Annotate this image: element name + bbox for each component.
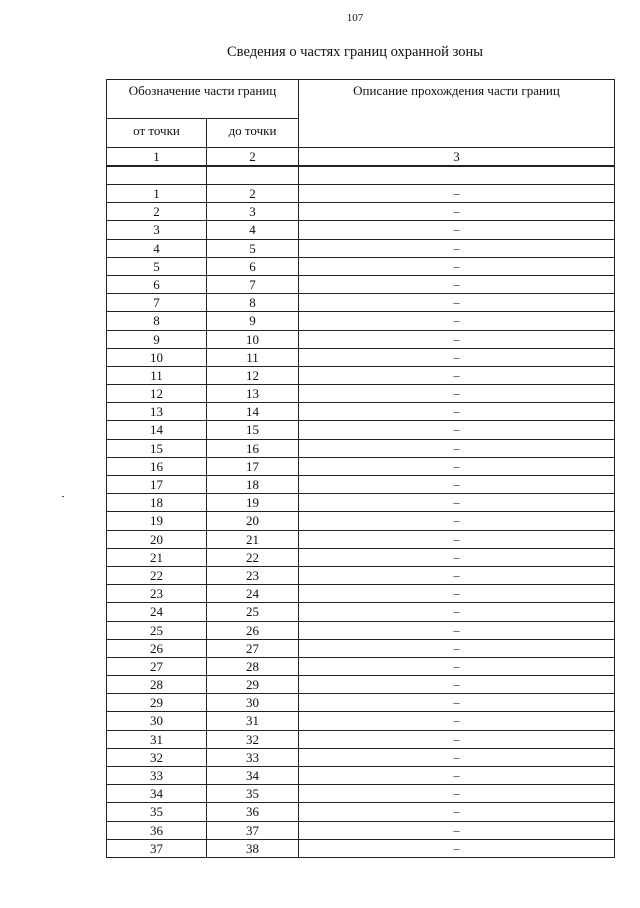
from-point-cell: 11 <box>107 366 207 384</box>
to-point-cell: 8 <box>207 294 299 312</box>
table-row <box>107 585 615 603</box>
to-point-cell: 16 <box>207 439 299 457</box>
table-row <box>107 366 615 384</box>
column-number-1: 1 <box>107 148 207 167</box>
table-row <box>107 457 615 475</box>
table-row <box>107 494 615 512</box>
description-cell: – <box>299 366 615 384</box>
description-cell: – <box>299 275 615 293</box>
to-point-cell: 5 <box>207 239 299 257</box>
from-point-cell: 23 <box>107 585 207 603</box>
page-title: Сведения о частях границ охранной зоны <box>227 44 483 60</box>
table-row <box>107 548 615 566</box>
from-point-cell: 26 <box>107 639 207 657</box>
table-row <box>107 257 615 275</box>
table-row <box>107 785 615 803</box>
table-row <box>107 312 615 330</box>
to-point-cell: 19 <box>207 494 299 512</box>
column-number-3: 3 <box>299 148 615 167</box>
table-row <box>107 821 615 839</box>
description-cell: – <box>299 330 615 348</box>
table-row <box>107 730 615 748</box>
to-point-cell: 25 <box>207 603 299 621</box>
from-point-cell: 36 <box>107 821 207 839</box>
spacer-cell <box>107 166 207 185</box>
from-point-cell: 25 <box>107 621 207 639</box>
to-point-cell: 13 <box>207 385 299 403</box>
to-point-cell: 17 <box>207 457 299 475</box>
to-point-cell: 34 <box>207 767 299 785</box>
from-point-cell: 20 <box>107 530 207 548</box>
spacer-cell <box>299 166 615 185</box>
table-row <box>107 203 615 221</box>
scan-speck <box>62 496 64 497</box>
from-point-cell: 31 <box>107 730 207 748</box>
from-point-cell: 35 <box>107 803 207 821</box>
to-point-cell: 23 <box>207 566 299 584</box>
from-point-cell: 2 <box>107 203 207 221</box>
to-point-cell: 14 <box>207 403 299 421</box>
to-point-cell: 37 <box>207 821 299 839</box>
from-point-cell: 16 <box>107 457 207 475</box>
to-point-cell: 28 <box>207 657 299 675</box>
to-point-cell: 26 <box>207 621 299 639</box>
table-row <box>107 330 615 348</box>
table-row <box>107 439 615 457</box>
header-boundary-part-description: Описание прохождения части границ <box>299 80 615 148</box>
description-cell: – <box>299 312 615 330</box>
from-point-cell: 22 <box>107 566 207 584</box>
table-row <box>107 239 615 257</box>
from-point-cell: 24 <box>107 603 207 621</box>
from-point-cell: 4 <box>107 239 207 257</box>
table-body <box>107 148 615 858</box>
to-point-cell: 31 <box>207 712 299 730</box>
to-point-cell: 6 <box>207 257 299 275</box>
table-row <box>107 185 615 203</box>
description-cell: – <box>299 712 615 730</box>
description-cell: – <box>299 694 615 712</box>
to-point-cell: 32 <box>207 730 299 748</box>
to-point-cell: 38 <box>207 839 299 857</box>
to-point-cell: 21 <box>207 530 299 548</box>
to-point-cell: 33 <box>207 748 299 766</box>
table-row <box>107 421 615 439</box>
spacer-cell <box>207 166 299 185</box>
from-point-cell: 8 <box>107 312 207 330</box>
description-cell: – <box>299 348 615 366</box>
from-point-cell: 1 <box>107 185 207 203</box>
description-cell: – <box>299 512 615 530</box>
from-point-cell: 6 <box>107 275 207 293</box>
description-cell: – <box>299 439 615 457</box>
description-cell: – <box>299 566 615 584</box>
description-cell: – <box>299 676 615 694</box>
to-point-cell: 9 <box>207 312 299 330</box>
description-cell: – <box>299 294 615 312</box>
description-cell: – <box>299 621 615 639</box>
to-point-cell: 29 <box>207 676 299 694</box>
description-cell: – <box>299 785 615 803</box>
from-point-cell: 29 <box>107 694 207 712</box>
description-cell: – <box>299 403 615 421</box>
to-point-cell: 18 <box>207 476 299 494</box>
description-cell: – <box>299 657 615 675</box>
from-point-cell: 15 <box>107 439 207 457</box>
to-point-cell: 20 <box>207 512 299 530</box>
to-point-cell: 22 <box>207 548 299 566</box>
table-row <box>107 476 615 494</box>
column-number-row <box>107 148 615 167</box>
from-point-cell: 34 <box>107 785 207 803</box>
description-cell: – <box>299 767 615 785</box>
table-row <box>107 512 615 530</box>
to-point-cell: 35 <box>207 785 299 803</box>
description-cell: – <box>299 839 615 857</box>
header-boundary-part-designation: Обозначение части границ <box>107 80 299 119</box>
description-cell: – <box>299 385 615 403</box>
table-row <box>107 275 615 293</box>
table-row <box>107 712 615 730</box>
description-cell: – <box>299 639 615 657</box>
spacer-row <box>107 166 615 185</box>
from-point-cell: 30 <box>107 712 207 730</box>
from-point-cell: 9 <box>107 330 207 348</box>
table-row <box>107 566 615 584</box>
from-point-cell: 19 <box>107 512 207 530</box>
from-point-cell: 7 <box>107 294 207 312</box>
to-point-cell: 2 <box>207 185 299 203</box>
description-cell: – <box>299 530 615 548</box>
table-row <box>107 639 615 657</box>
table-row <box>107 839 615 857</box>
from-point-cell: 32 <box>107 748 207 766</box>
to-point-cell: 7 <box>207 275 299 293</box>
table-row <box>107 530 615 548</box>
table-row <box>107 803 615 821</box>
from-point-cell: 21 <box>107 548 207 566</box>
from-point-cell: 37 <box>107 839 207 857</box>
from-point-cell: 3 <box>107 221 207 239</box>
table-row <box>107 694 615 712</box>
table-row <box>107 403 615 421</box>
from-point-cell: 5 <box>107 257 207 275</box>
page-number: 107 <box>346 12 364 24</box>
from-point-cell: 33 <box>107 767 207 785</box>
description-cell: – <box>299 730 615 748</box>
from-point-cell: 13 <box>107 403 207 421</box>
description-cell: – <box>299 821 615 839</box>
column-number-2: 2 <box>207 148 299 167</box>
to-point-cell: 24 <box>207 585 299 603</box>
table-row <box>107 621 615 639</box>
to-point-cell: 4 <box>207 221 299 239</box>
description-cell: – <box>299 185 615 203</box>
table-row <box>107 221 615 239</box>
description-cell: – <box>299 494 615 512</box>
header-from-point: от точки <box>107 119 207 148</box>
description-cell: – <box>299 476 615 494</box>
table-row <box>107 657 615 675</box>
description-cell: – <box>299 548 615 566</box>
description-cell: – <box>299 748 615 766</box>
from-point-cell: 27 <box>107 657 207 675</box>
table-row <box>107 385 615 403</box>
from-point-cell: 14 <box>107 421 207 439</box>
from-point-cell: 28 <box>107 676 207 694</box>
from-point-cell: 18 <box>107 494 207 512</box>
from-point-cell: 10 <box>107 348 207 366</box>
description-cell: – <box>299 221 615 239</box>
to-point-cell: 36 <box>207 803 299 821</box>
to-point-cell: 3 <box>207 203 299 221</box>
description-cell: – <box>299 803 615 821</box>
description-cell: – <box>299 203 615 221</box>
to-point-cell: 10 <box>207 330 299 348</box>
boundary-parts-table <box>106 79 615 858</box>
table-row <box>107 294 615 312</box>
to-point-cell: 12 <box>207 366 299 384</box>
table-row <box>107 676 615 694</box>
description-cell: – <box>299 457 615 475</box>
from-point-cell: 17 <box>107 476 207 494</box>
to-point-cell: 15 <box>207 421 299 439</box>
description-cell: – <box>299 421 615 439</box>
to-point-cell: 30 <box>207 694 299 712</box>
to-point-cell: 11 <box>207 348 299 366</box>
table-row <box>107 767 615 785</box>
table-row <box>107 348 615 366</box>
table-row <box>107 748 615 766</box>
header-to-point: до точки <box>207 119 299 148</box>
to-point-cell: 27 <box>207 639 299 657</box>
description-cell: – <box>299 603 615 621</box>
description-cell: – <box>299 239 615 257</box>
table-row <box>107 603 615 621</box>
description-cell: – <box>299 585 615 603</box>
description-cell: – <box>299 257 615 275</box>
from-point-cell: 12 <box>107 385 207 403</box>
